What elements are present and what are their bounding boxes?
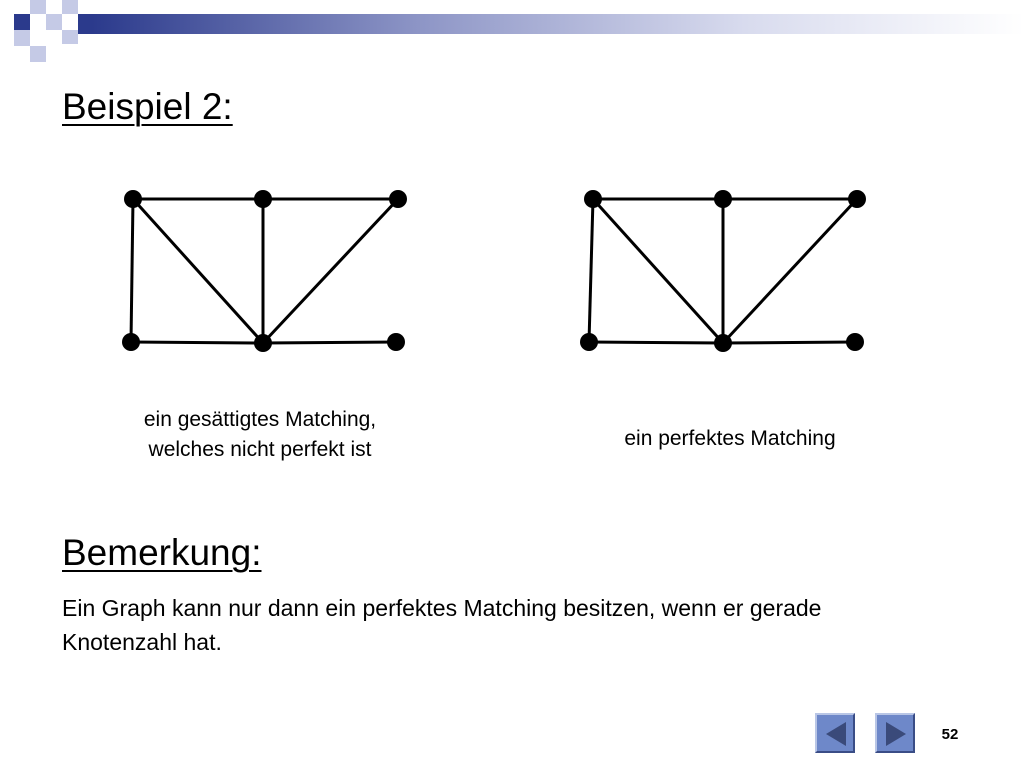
header-decoration bbox=[0, 0, 1024, 62]
header-square bbox=[14, 14, 30, 30]
graph-edge bbox=[723, 342, 855, 343]
graph-node bbox=[387, 333, 405, 351]
header-square bbox=[62, 0, 78, 14]
graph-edge bbox=[263, 199, 398, 343]
graph-node bbox=[848, 190, 866, 208]
triangle-left-icon bbox=[821, 719, 851, 749]
graph-node bbox=[124, 190, 142, 208]
page-number: 52 bbox=[941, 726, 959, 743]
previous-slide-button[interactable] bbox=[815, 713, 855, 753]
graph-edge bbox=[133, 199, 263, 343]
graph-node bbox=[122, 333, 140, 351]
caption-perfect-matching: ein perfektes Matching bbox=[624, 427, 836, 450]
graph-edge bbox=[593, 199, 723, 343]
graph-node bbox=[254, 190, 272, 208]
next-slide-button[interactable] bbox=[875, 713, 915, 753]
caption-line: ein gesättigtes Matching, bbox=[143, 408, 377, 431]
caption-line: welches nicht perfekt ist bbox=[148, 438, 372, 461]
triangle-right-icon bbox=[881, 719, 911, 749]
graph-perfect-matching bbox=[571, 180, 881, 370]
header-square bbox=[30, 46, 46, 62]
graph-edge bbox=[723, 199, 857, 343]
header-square bbox=[78, 14, 92, 34]
header-square bbox=[46, 14, 62, 30]
header-square bbox=[62, 30, 78, 44]
slide-title: Beispiel 2: bbox=[62, 86, 233, 127]
graph-saturated-matching bbox=[112, 180, 422, 370]
header-square bbox=[30, 0, 46, 14]
graph-edge bbox=[589, 342, 723, 343]
header-gradient-bar bbox=[92, 14, 1024, 34]
graph-node bbox=[389, 190, 407, 208]
graph-node bbox=[714, 190, 732, 208]
graph-node bbox=[584, 190, 602, 208]
remark-heading: Bemerkung: bbox=[62, 532, 262, 573]
graph-node bbox=[254, 334, 272, 352]
graph-edge bbox=[131, 199, 133, 342]
graph-edge bbox=[589, 199, 593, 342]
header-square bbox=[14, 30, 30, 46]
caption-saturated-matching bbox=[100, 405, 420, 465]
remark-text: Ein Graph kann nur dann ein perfektes Matching besitzen, wenn er gerade Knotenzahl hat. bbox=[62, 595, 822, 655]
graph-node bbox=[580, 333, 598, 351]
graph-node bbox=[846, 333, 864, 351]
graph-edge bbox=[263, 342, 396, 343]
graph-node bbox=[714, 334, 732, 352]
graph-edge bbox=[131, 342, 263, 343]
